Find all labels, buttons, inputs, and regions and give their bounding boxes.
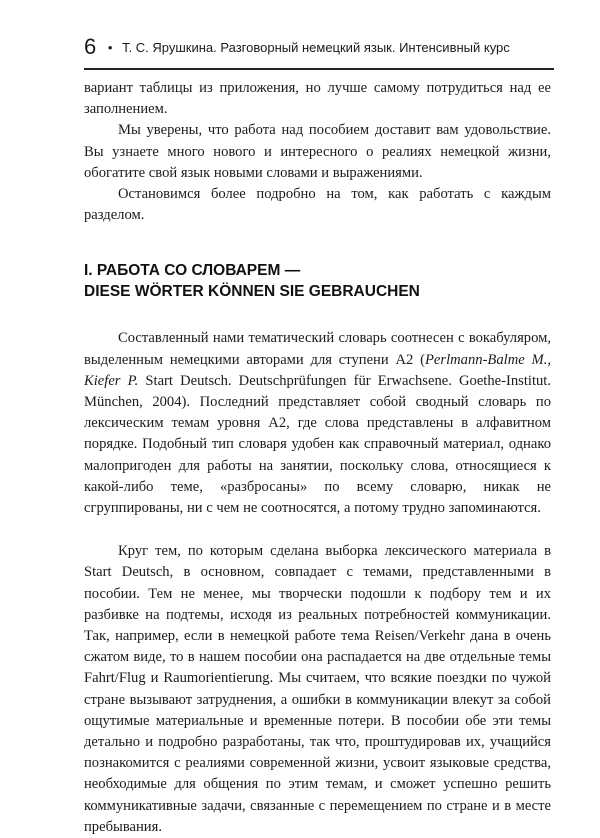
intro-paragraph-3: Остановимся более подробно на том, как работать с каждым разделом. xyxy=(84,186,551,224)
header-bullet: • xyxy=(107,40,113,55)
intro-paragraph-2: Мы уверены, что работа над пособием доставит вам удовольствие. Вы узнаете много нового и интересного о реалиях немецкой жизни, обогатите свой язык новыми словами и выражениями. xyxy=(84,122,551,181)
page-body xyxy=(84,78,551,838)
section-heading xyxy=(84,260,551,302)
running-header xyxy=(84,34,510,60)
running-title: Т. С. Ярушкина. Разговорный немецкий язык. Интенсивный курс xyxy=(122,40,510,55)
paragraph-gap xyxy=(84,519,551,541)
page-number: 6 xyxy=(84,34,97,59)
section-paragraph-1 xyxy=(84,328,551,519)
section-heading-line-1: I. РАБОТА СО СЛОВАРЕМ — xyxy=(84,262,301,280)
section-heading-line-2: DIESE WÖRTER KÖNNEN SIE GEBRAUCHEN xyxy=(84,283,420,301)
header-rule xyxy=(84,68,554,70)
paragraph-1-text-a: Составленный нами тематический словарь соотнесен с вокабуляром, выделенным немецкими авторами для ступени А2 ( xyxy=(84,330,551,368)
cited-authors: Perlmann-Balme M., Kiefer P. xyxy=(84,351,551,389)
section-paragraph-2: Круг тем, по которым сделана выборка лексического материала в Start Deutsch, в основном, совпадает с темами, представленными в пособии. Тем не менее, мы творчески подошли к подбору тем и их разбивке на подтемы, исходя из реальных потребностей коммуникации. Так, например, если в немецкой работе тема Reisen/Verkehr дана в очень сжатом виде, то в нашем пособии она распадается на две отдельные темы Fahrt/Flug и Raumorientierung. Мы считаем, что всякие поездки по чужой стране вызывают затруднения, а ошибки в коммуникации влекут за собой ощутимые материальные и временные потери. В пособии обе эти темы детально и подробно разработаны, так что, проштудировав их, учащийся познакомится с реалиями современной жизни, усвоит языковые средства, необходимые для общения по этим темам, и сможет успешно решить коммуникативные задачи, связанные с перемещением по стране и в месте пребывания. xyxy=(84,543,551,835)
paragraph-1-text-b: Start Deutsch. Deutschprüfungen für Erwachsene. Goethe-Institut. München, 2004). Последний представляет собой сводный словарь по лексическим темам уровня А2, где слова представлены в алфавитном порядке. Подобный тип словаря удобен как справочный материал, однако малопригоден для работы на занятии, поскольку слова, относящиеся к какой-либо теме, «разбросаны» по всему словарю, никак не сгруппированы, ни с чем не соотносятся, а потому трудно запоминаются. xyxy=(84,372,551,517)
intro-paragraph-1: вариант таблицы из приложения, но лучше самому потрудиться над ее заполнением. xyxy=(84,80,551,118)
